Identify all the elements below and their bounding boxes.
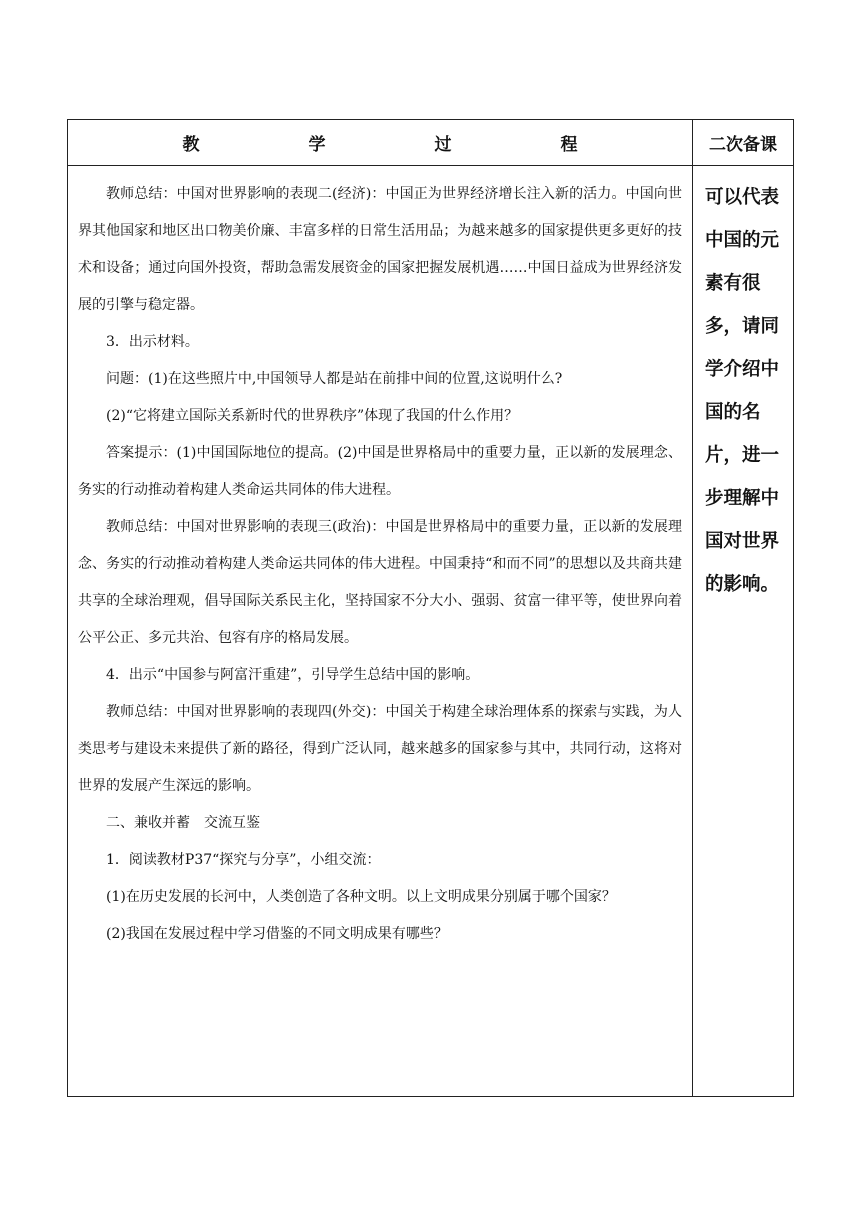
lesson-plan-table — [67, 119, 794, 1097]
teaching-process-content — [68, 166, 692, 953]
paragraph: 教师总结：中国对世界影响的表现四(外交)：中国关于构建全球治理体系的探索与实践，为人类思考与建设未来提供了新的路径，得到广泛认同，越来越多的国家参与其中，共同行动，这将对世界的发展产生深远的影响。 — [78, 704, 682, 794]
header-char: 教 — [182, 135, 200, 155]
paragraph: 1．阅读教材P37“探究与分享”，小组交流： — [106, 852, 381, 868]
header-char: 学 — [308, 135, 326, 155]
paragraph: (1)在历史发展的长河中，人类创造了各种文明。以上文明成果分别属于哪个国家？ — [106, 889, 616, 905]
paragraph: 问题：(1)在这些照片中,中国领导人都是站在前排中间的位置,这说明什么? — [106, 371, 563, 387]
paragraph: (2)我国在发展过程中学习借鉴的不同文明成果有哪些？ — [106, 926, 448, 942]
header-char: 程 — [560, 135, 578, 155]
teaching-process-header — [68, 120, 692, 165]
paragraph: 教师总结：中国对世界影响的表现三(政治)：中国是世界格局中的重要力量，正以新的发展理念、务实的行动推动着构建人类命运共同体的伟大进程。中国秉持“和而不同”的思想以及共商共建共享的全球治理观，倡导国际关系民主化，坚持国家不分大小、强弱、贫富一律平等，使世界向着公平公正、多元共治、包容有序的格局发展。 — [78, 519, 682, 646]
paragraph: (2)“它将建立国际关系新时代的世界秩序”体现了我国的什么作用？ — [106, 408, 519, 424]
second-prep-note: 可以代表中国的元素有很多，请同学介绍中国的名片，进一步理解中国对世界的影响。 — [705, 187, 780, 595]
paragraph: 4．出示“中国参与阿富汗重建”，引导学生总结中国的影响。 — [106, 667, 480, 683]
paragraph: 3．出示材料。 — [106, 334, 199, 350]
paragraph: 教师总结：中国对世界影响的表现二(经济)：中国正为世界经济增长注入新的活力。中国向世界其他国家和地区出口物美价廉、丰富多样的日常生活用品；为越来越多的国家提供更多更好的技术和设备；通过向国外投资，帮助急需发展资金的国家把握发展机遇……中国日益成为世界经济发展的引擎与稳定器。 — [78, 186, 682, 313]
section-heading: 二、兼收并蓄 交流互鉴 — [106, 815, 260, 831]
header-char: 过 — [434, 135, 452, 155]
second-prep-header: 二次备课 — [709, 135, 777, 155]
paragraph: 答案提示：(1)中国国际地位的提高。(2)中国是世界格局中的重要力量，正以新的发展理念、务实的行动推动着构建人类命运共同体的伟大进程。 — [78, 445, 682, 498]
